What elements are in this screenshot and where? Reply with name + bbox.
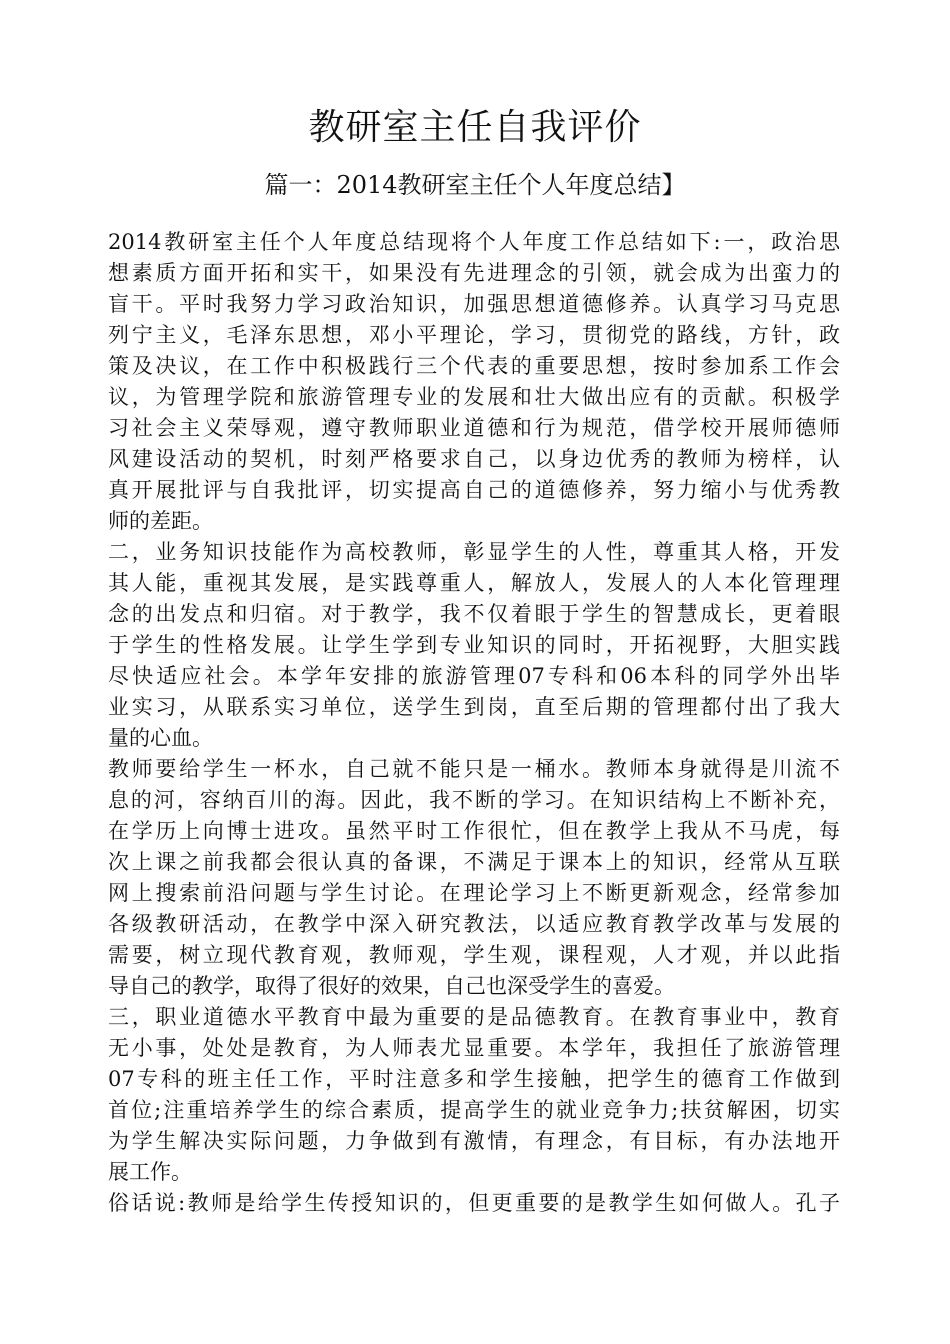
page-title: 教研室主任自我评价 xyxy=(308,107,642,148)
body-line: 习社会主义荣辱观，遵守教师职业道德和行为规范，借学校开展师德师 xyxy=(108,416,840,440)
body-line: 需要，树立现代教育观，教师观，学生观，课程观，人才观，并以此指 xyxy=(108,943,840,967)
body-line: 真开展批评与自我批评，切实提高自己的道德修养，努力缩小与优秀教 xyxy=(108,478,840,502)
body-line: 展工作。 xyxy=(108,1160,192,1184)
body-line: 在学历上向博士进攻。虽然平时工作很忙，但在教学上我从不马虎，每 xyxy=(108,819,840,843)
body-line: 于学生的性格发展。让学生学到专业知识的同时，开拓视野，大胆实践 xyxy=(108,633,840,657)
body-line: 风建设活动的契机，时刻严格要求自己，以身边优秀的教师为榜样，认 xyxy=(108,447,840,471)
body-line: 三，职业道德水平教育中最为重要的是品德教育。在教育事业中，教育 xyxy=(108,1005,840,1029)
body-line: 为学生解决实际问题，力争做到有激情，有理念，有目标，有办法地开 xyxy=(108,1129,840,1153)
body-line: 念的出发点和归宿。对于教学，我不仅着眼于学生的智慧成长，更着眼 xyxy=(108,602,840,626)
body-line: 师的差距。 xyxy=(108,509,213,533)
body-line: 次上课之前我都会很认真的备课，不满足于课本上的知识，经常从互联 xyxy=(108,850,840,874)
body-line: 网上搜索前沿问题与学生讨论。在理论学习上不断更新观念，经常参加 xyxy=(108,881,840,905)
body-line: 07专科的班主任工作，平时注意多和学生接触，把学生的德育工作做到 xyxy=(108,1067,840,1091)
body-line: 量的心血。 xyxy=(108,726,213,750)
body-line: 列宁主义，毛泽东思想，邓小平理论，学习，贯彻党的路线，方针，政 xyxy=(108,323,840,347)
body-line: 业实习，从联系实习单位，送学生到岗，直至后期的管理都付出了我大 xyxy=(108,695,840,719)
body-line: 各级教研活动，在教学中深入研究教法，以适应教育教学改革与发展的 xyxy=(108,912,840,936)
body-line: 二，业务知识技能作为高校教师，彰显学生的人性，尊重其人格，开发 xyxy=(108,540,840,564)
body-line: 尽快适应社会。本学年安排的旅游管理07专科和06本科的同学外出毕 xyxy=(108,664,840,688)
body-line: 教师要给学生一杯水，自己就不能只是一桶水。教师本身就得是川流不 xyxy=(108,757,840,781)
body-line: 其人能，重视其发展，是实践尊重人，解放人，发展人的人本化管理理 xyxy=(108,571,840,595)
body-line: 俗话说:教师是给学生传授知识的，但更重要的是教学生如何做人。孔子 xyxy=(108,1191,840,1215)
body-line: 盲干。平时我努力学习政治知识，加强思想道德修养。认真学习马克思 xyxy=(108,292,840,316)
body-line: 策及决议，在工作中积极践行三个代表的重要思想，按时参加系工作会 xyxy=(108,354,840,378)
body-text xyxy=(108,227,840,1219)
body-line: 无小事，处处是教育，为人师表尤显重要。本学年，我担任了旅游管理 xyxy=(108,1036,840,1060)
body-line: 想素质方面开拓和实干，如果没有先进理念的引领，就会成为出蛮力的 xyxy=(108,261,840,285)
body-line: 议，为管理学院和旅游管理专业的发展和壮大做出应有的贡献。积极学 xyxy=(108,385,840,409)
page-subtitle: 篇一：2014教研室主任个人年度总结】 xyxy=(264,171,686,199)
body-line: 2014教研室主任个人年度总结现将个人年度工作总结如下:一，政治思 xyxy=(108,230,840,254)
body-line: 息的河，容纳百川的海。因此，我不断的学习。在知识结构上不断补充， xyxy=(108,788,840,812)
body-line: 首位;注重培养学生的综合素质，提高学生的就业竞争力;扶贫解困，切实 xyxy=(108,1098,840,1122)
body-line: 导自己的教学，取得了很好的效果，自己也深受学生的喜爱。 xyxy=(108,974,675,998)
